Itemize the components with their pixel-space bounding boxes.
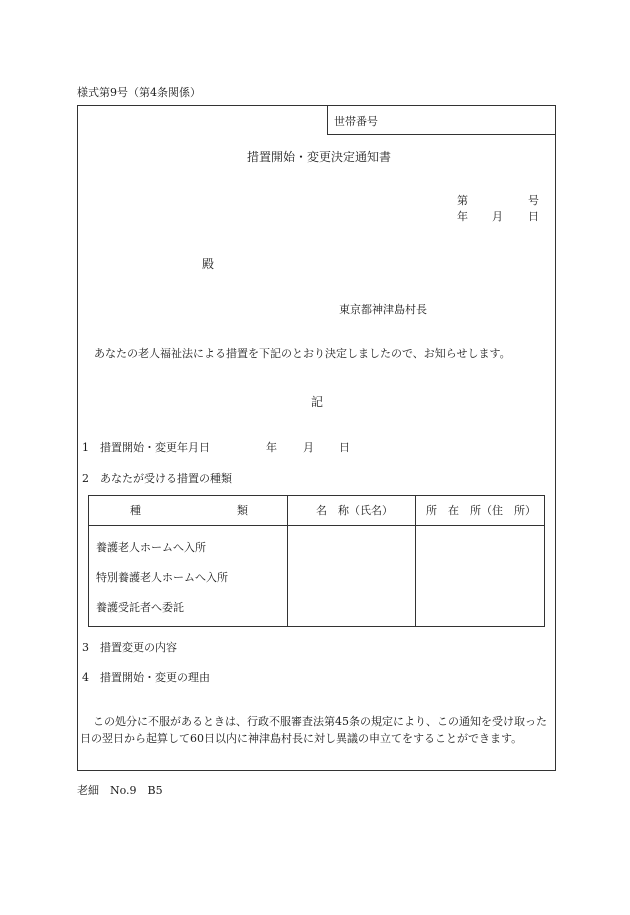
- item4-label: 措置開始・変更の理由: [100, 671, 210, 684]
- doc-number-go: 号: [528, 194, 539, 207]
- item3-number: 3: [82, 641, 89, 654]
- table-header-address: 所 在 所（住 所）: [426, 504, 536, 517]
- item1-day: 日: [339, 441, 350, 454]
- intro-text: あなたの老人福祉法による措置を下記のとおり決定しましたので、お知らせします。: [94, 347, 511, 360]
- document-title: 措置開始・変更決定通知書: [247, 150, 392, 164]
- item2-number: 2: [82, 472, 89, 485]
- table-row-label: 特別養護老人ホームへ入所: [96, 571, 228, 584]
- item3-label: 措置変更の内容: [100, 641, 177, 654]
- footer-code: 老細 No.9 B5: [77, 784, 163, 797]
- date-year: 年: [457, 210, 468, 223]
- item2-label: あなたが受ける措置の種類: [100, 472, 232, 485]
- table-col-divider-1: [287, 495, 288, 627]
- table-header-type-b: 類: [237, 504, 248, 517]
- item1-number: 1: [82, 441, 89, 454]
- addressee-suffix: 殿: [202, 257, 215, 271]
- issuer: 東京都神津島村長: [339, 303, 427, 316]
- form-label: 様式第9号（第4条関係）: [77, 86, 201, 99]
- date-month: 月: [492, 210, 503, 223]
- table-header-type-a: 種: [130, 504, 141, 517]
- date-day: 日: [528, 210, 539, 223]
- table-header-divider: [88, 525, 545, 526]
- household-number-label: 世帯番号: [334, 115, 378, 128]
- item1-year: 年: [266, 441, 277, 454]
- item1-month: 月: [303, 441, 314, 454]
- table-row-label: 養護受託者へ委託: [96, 601, 184, 614]
- doc-number-dai: 第: [457, 194, 468, 207]
- item1-label: 措置開始・変更年月日: [100, 441, 210, 454]
- table-header-name: 名 称（氏名）: [316, 504, 393, 517]
- appeal-notice: この処分に不服があるときは、行政不服審査法第45条の規定により、この通知を受け取った日の翌日から起算して60日以内に神津島村長に対し異議の申立てをすることができます。: [80, 715, 547, 745]
- item4-number: 4: [82, 671, 89, 684]
- table-col-divider-2: [415, 495, 416, 627]
- ki-marker: 記: [311, 395, 324, 409]
- table-row-label: 養護老人ホームへ入所: [96, 541, 206, 554]
